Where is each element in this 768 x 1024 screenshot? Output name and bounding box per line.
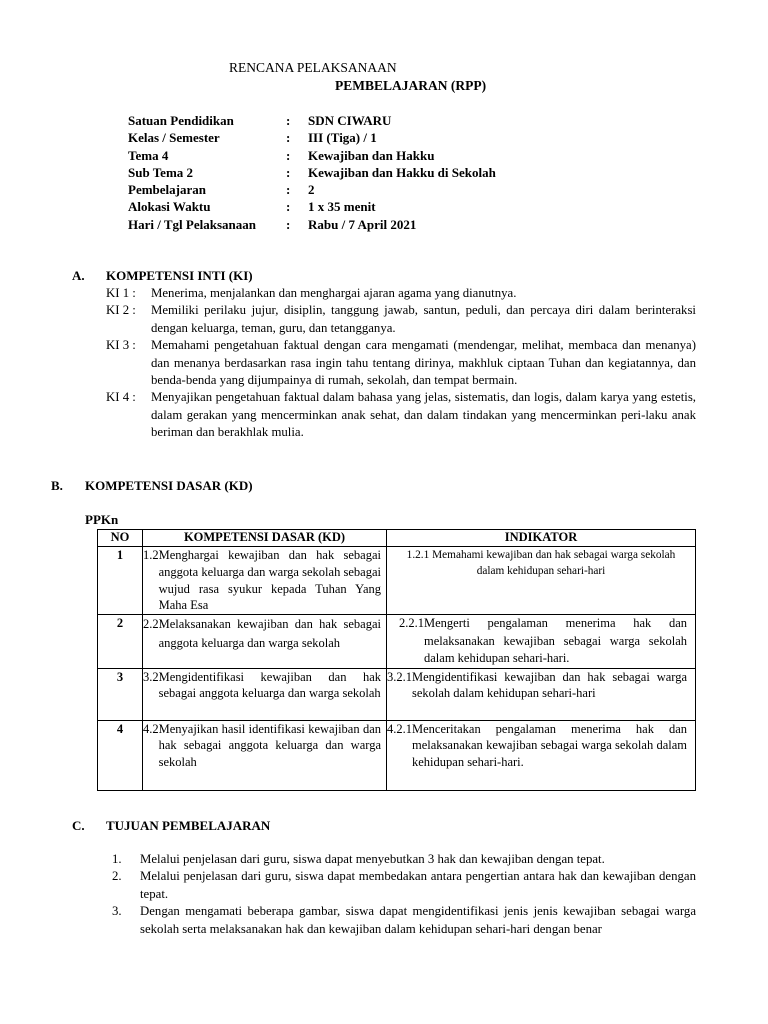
ki-list <box>106 285 696 442</box>
list-item <box>106 868 696 903</box>
section-c-title: TUJUAN PEMBELAJARAN <box>106 818 271 833</box>
section-a-letter: A. <box>72 268 85 283</box>
ki-label: KI 4 : <box>106 390 136 405</box>
kd-text: Menyajikan hasil identifikasi kewajiban dan hak sebagai anggota keluarga dan warga sekolah <box>158 721 381 770</box>
section-c-letter: C. <box>72 818 85 833</box>
objective-list <box>106 851 696 938</box>
identity-value: 2 <box>308 182 315 198</box>
identity-label: Hari / Tgl Pelaksanaan <box>128 216 256 232</box>
indicator-text: Memahami kewajiban dan hak sebagai warga sekolah dalam kehidupan sehari-hari <box>432 549 676 577</box>
header-no: NO <box>98 530 143 547</box>
kd-text: Mengidentifikasi kewajiban dan hak sebagai anggota keluarga dan warga sekolah <box>158 669 381 701</box>
identity-colon: : <box>286 130 291 146</box>
kd-number: 3.2 <box>143 669 159 684</box>
indicator-text: Menceritakan pengalaman menerima hak dan melaksanakan kewajiban sebagai warga sekolah dalam kehidupan sehari-hari. <box>412 721 687 770</box>
indicator-number: 3.2.1 <box>387 669 412 684</box>
identity-value: Kewajiban dan Hakku <box>308 147 435 163</box>
row-no: 4 <box>98 720 143 790</box>
ki-item <box>106 285 696 302</box>
kd-number: 1.2 <box>143 548 159 562</box>
list-item <box>106 903 696 938</box>
identity-value: 1 x 35 menit <box>308 199 376 215</box>
ki-item <box>106 302 696 337</box>
identity-row <box>128 112 496 129</box>
ki-text: Menyajikan pengetahuan faktual dalam bahasa yang jelas, sistematis, dan logis, dalam karya yang estetis, dalam gerakan yang mencerminkan anak sehat, dan dalam tindakan yang mencerminkan peri-laku anak beriman dan berakhlak mulia. <box>151 390 696 440</box>
identity-row <box>128 216 496 233</box>
document-title-line1: RENCANA PELAKSANAAN <box>229 60 397 75</box>
objective-text: Melalui penjelasan dari guru, siswa dapat menyebutkan 3 hak dan kewajiban dengan tepat. <box>140 852 605 866</box>
identity-row <box>128 164 496 181</box>
ki-text: Memahami pengetahuan faktual dengan cara mengamati (mendengar, melihat, membaca dan menanya) dan menanya berdasarkan rasa ingin tahu tentang dirinya, makhluk ciptaan Tuhan dan kegiatannya, dan benda-benda yang dijumpainya di rumah, sekolah, dan tempat bermain. <box>151 338 696 388</box>
indicator-number: 2.2.1 <box>399 616 424 631</box>
kd-text: Melaksanakan kewajiban dan hak sebagai anggota keluarga dan warga sekolah <box>158 617 381 651</box>
table-row <box>98 615 696 669</box>
identity-colon: : <box>286 113 291 128</box>
header-indikator: INDIKATOR <box>387 530 696 547</box>
identity-value: Rabu / 7 April 2021 <box>308 216 417 232</box>
indicator-number: 1.2.1 <box>406 549 430 561</box>
table-row <box>98 668 696 720</box>
row-no: 3 <box>98 668 143 720</box>
ki-text: Memiliki perilaku jujur, disiplin, tanggung jawab, santun, peduli, dan percaya diri dalam berinteraksi dengan keluarga, teman, guru, dan tetangganya. <box>151 303 696 335</box>
identity-row <box>128 198 496 215</box>
list-item <box>106 851 696 868</box>
indicator-cell <box>387 547 696 615</box>
ki-label: KI 3 : <box>106 338 136 353</box>
indicator-cell <box>387 668 696 720</box>
identity-value: SDN CIWARU <box>308 113 392 128</box>
identity-colon: : <box>286 147 291 163</box>
ki-label: KI 1 : <box>106 286 136 300</box>
kd-cell <box>143 615 387 669</box>
kd-cell <box>143 668 387 720</box>
identity-colon: : <box>286 216 291 232</box>
identity-row <box>128 181 496 198</box>
kd-cell <box>143 547 387 615</box>
identity-label: Pembelajaran <box>128 182 206 198</box>
indicator-cell <box>387 720 696 790</box>
ki-label: KI 2 : <box>106 303 136 318</box>
identity-row <box>128 147 496 164</box>
kd-table-header <box>98 530 696 547</box>
objective-number: 1. <box>112 852 122 866</box>
identity-value: III (Tiga) / 1 <box>308 130 377 146</box>
kd-number: 4.2 <box>143 721 159 736</box>
ki-item <box>106 389 696 441</box>
indicator-text: Mengerti pengalaman menerima hak dan melaksanakan kewajiban sebagai warga sekolah dalam kehidupan sehari-hari. <box>424 616 687 666</box>
section-a-title: KOMPETENSI INTI (KI) <box>106 268 253 283</box>
objective-number: 3. <box>112 904 122 919</box>
table-row <box>98 547 696 615</box>
subject-label: PPKn <box>85 512 119 527</box>
kd-table <box>97 529 696 791</box>
indicator-text: Mengidentifikasi kewajiban dan hak sebagai warga sekolah dalam kehidupan sehari-hari <box>412 669 687 701</box>
header-kd: KOMPETENSI DASAR (KD) <box>143 530 387 547</box>
indicator-number: 4.2.1 <box>387 721 412 736</box>
kd-cell <box>143 720 387 790</box>
identity-colon: : <box>286 199 291 215</box>
identity-label: Tema 4 <box>128 147 169 163</box>
identity-label: Kelas / Semester <box>128 130 220 146</box>
section-b-letter: B. <box>51 478 63 493</box>
ki-text: Menerima, menjalankan dan menghargai ajaran agama yang dianutnya. <box>151 286 517 300</box>
ki-item <box>106 337 696 389</box>
objective-number: 2. <box>112 869 122 884</box>
identity-colon: : <box>286 182 291 198</box>
objective-text: Melalui penjelasan dari guru, siswa dapat membedakan antara pengertian antara hak dan kewajiban dengan tepat. <box>140 869 696 901</box>
identity-colon: : <box>286 164 291 180</box>
objective-text: Dengan mengamati beberapa gambar, siswa dapat mengidentifikasi jenis jenis kewajiban sebagai warga sekolah serta melaksanakan hak dan kewajiban dalam kehidupan sehari-hari dengan benar <box>140 904 696 936</box>
row-no: 1 <box>98 547 143 615</box>
row-no: 2 <box>98 615 143 669</box>
kd-number: 2.2 <box>143 617 159 632</box>
identity-label: Satuan Pendidikan <box>128 113 234 128</box>
identity-label: Sub Tema 2 <box>128 164 194 180</box>
kd-text: Menghargai kewajiban dan hak sebagai anggota keluarga dan warga sekolah sebagai wujud rasa syukur kepada Tuhan Yang Maha Esa <box>158 548 381 613</box>
identity-label: Alokasi Waktu <box>128 199 211 215</box>
document-title-line2: PEMBELAJARAN (RPP) <box>335 78 487 93</box>
identity-value: Kewajiban dan Hakku di Sekolah <box>308 164 496 180</box>
section-b-title: KOMPETENSI DASAR (KD) <box>85 478 253 493</box>
identity-row <box>128 129 496 146</box>
table-row <box>98 720 696 790</box>
indicator-cell <box>387 615 696 669</box>
identity-table <box>128 112 496 233</box>
